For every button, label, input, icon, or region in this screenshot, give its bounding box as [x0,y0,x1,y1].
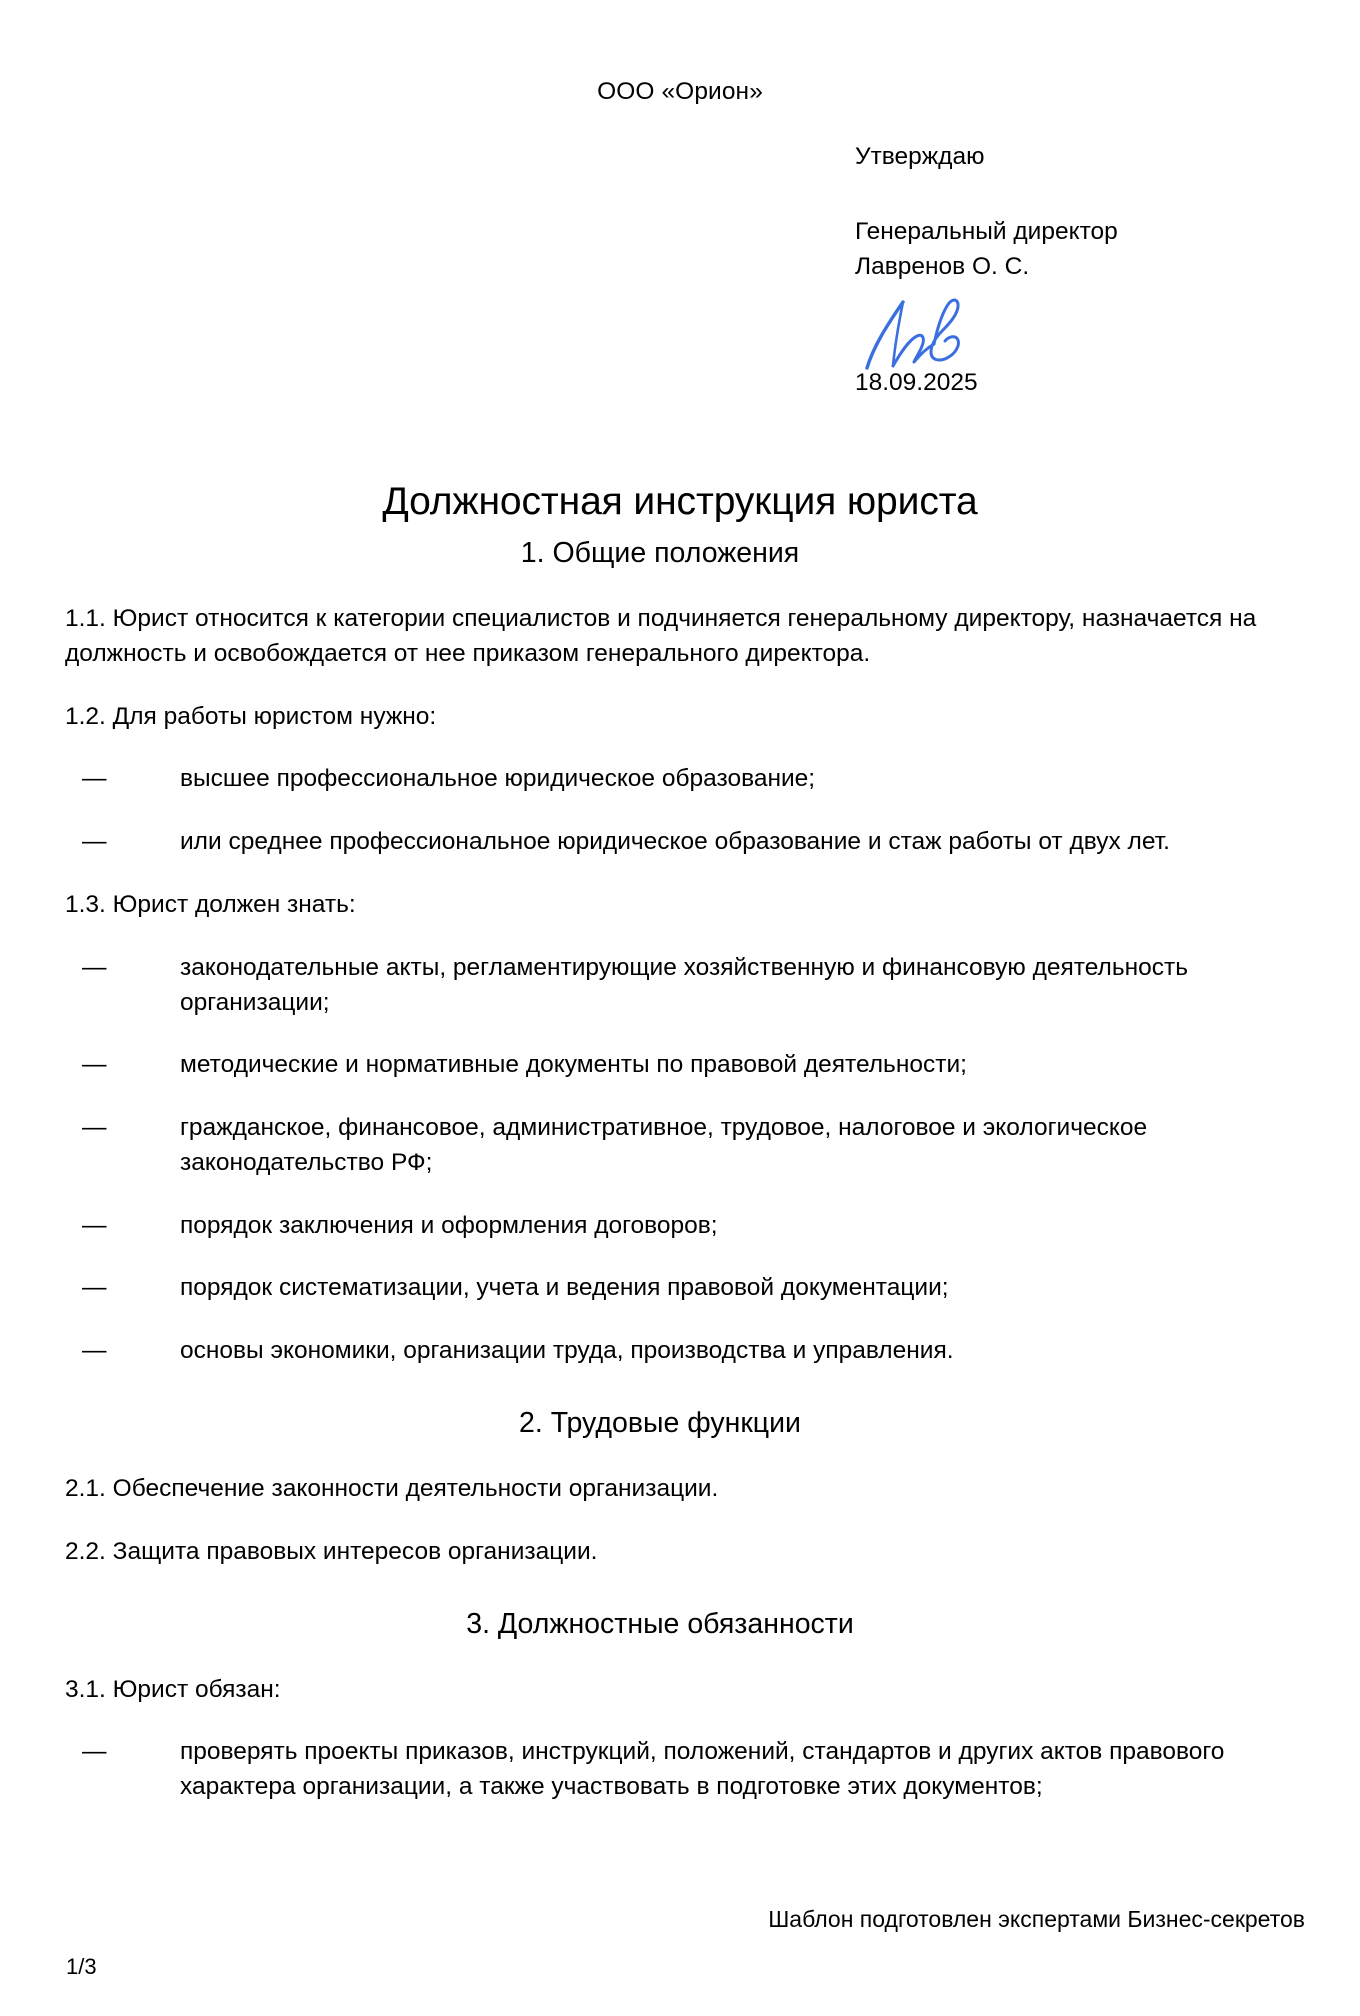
paragraph-2-2: 2.2. Защита правовых интересов организации. [65,1537,598,1565]
paragraph-1-3: 1.3. Юрист должен знать: [65,890,356,918]
list-item-text: высшее профессиональное юридическое образование; [180,765,816,793]
company-name: ООО «Орион» [597,78,763,105]
bullet-dash: — [82,1337,107,1365]
section-heading-1: 1. Общие положения [520,537,800,569]
section-heading-3: 3. Должностные обязанности [466,1607,854,1640]
approval-date: 18.09.2025 [855,369,978,397]
bullet-dash: — [82,1274,107,1302]
bullet-list-3-1 [65,1735,1295,1805]
list-item [65,762,1295,797]
page-number: 1/3 [66,1954,97,1979]
list-item-text: гражданское, финансовое, административное, трудовое, налоговое и экологическое законодательство РФ; [180,1114,1148,1176]
list-item-text: основы экономики, организации труда, производства и управления. [180,1337,954,1365]
handwritten-signature-icon [859,286,1019,372]
bullet-list-1-3 [65,951,1295,1369]
approver-role: Генеральный директор [855,217,1118,245]
list-item-text: методические и нормативные документы по правовой деятельности; [180,1051,967,1079]
list-item [65,1209,1295,1244]
list-item [65,825,1295,860]
approver-name: Лавренов О. С. [855,252,1030,280]
list-item [65,1735,1295,1805]
list-item-text: проверять проекты приказов, инструкций, положений, стандартов и других актов правового характера организации, а также участвовать в подготовке этих документов; [180,1738,1225,1801]
bullet-list-1-2 [65,762,1295,860]
approval-label: Утверждаю [855,143,985,170]
signature-area [855,290,1315,366]
list-item-text: порядок заключения и оформления договоров; [180,1211,718,1239]
list-item-text: или среднее профессиональное юридическое образование и стаж работы от двух лет. [180,828,1170,856]
approval-block [855,140,1315,401]
paragraph-2-1: 2.1. Обеспечение законности деятельности организации. [65,1475,719,1503]
list-item-text: законодательные акты, регламентирующие хозяйственную и финансовую деятельность организации; [180,953,1188,1016]
paragraph-1-1: 1.1. Юрист относится к категории специалистов и подчиняется генеральному директору, назначается на должность и освобождается от нее приказом генерального директора. [65,605,1257,667]
list-item-text: порядок систематизации, учета и ведения правовой документации; [180,1274,949,1302]
paragraph-1-2: 1.2. Для работы юристом нужно: [65,702,437,730]
paragraph-3-1: 3.1. Юрист обязан: [65,1675,281,1703]
footer-note: Шаблон подготовлен экспертами Бизнес-секретов [768,1906,1305,1932]
page-title: Должностная инструкция юриста [382,480,978,524]
bullet-dash: — [82,828,107,856]
list-item [65,1048,1295,1083]
list-item [65,1334,1295,1369]
document-body [65,535,1295,1833]
bullet-dash: — [82,953,107,981]
bullet-dash: — [82,1114,107,1142]
bullet-dash: — [82,1738,107,1766]
list-item [65,951,1295,1021]
bullet-dash: — [82,765,107,793]
bullet-dash: — [82,1051,107,1079]
list-item [65,1111,1295,1181]
list-item [65,1271,1295,1306]
section-heading-2: 2. Трудовые функции [519,1406,801,1439]
bullet-dash: — [82,1211,107,1239]
